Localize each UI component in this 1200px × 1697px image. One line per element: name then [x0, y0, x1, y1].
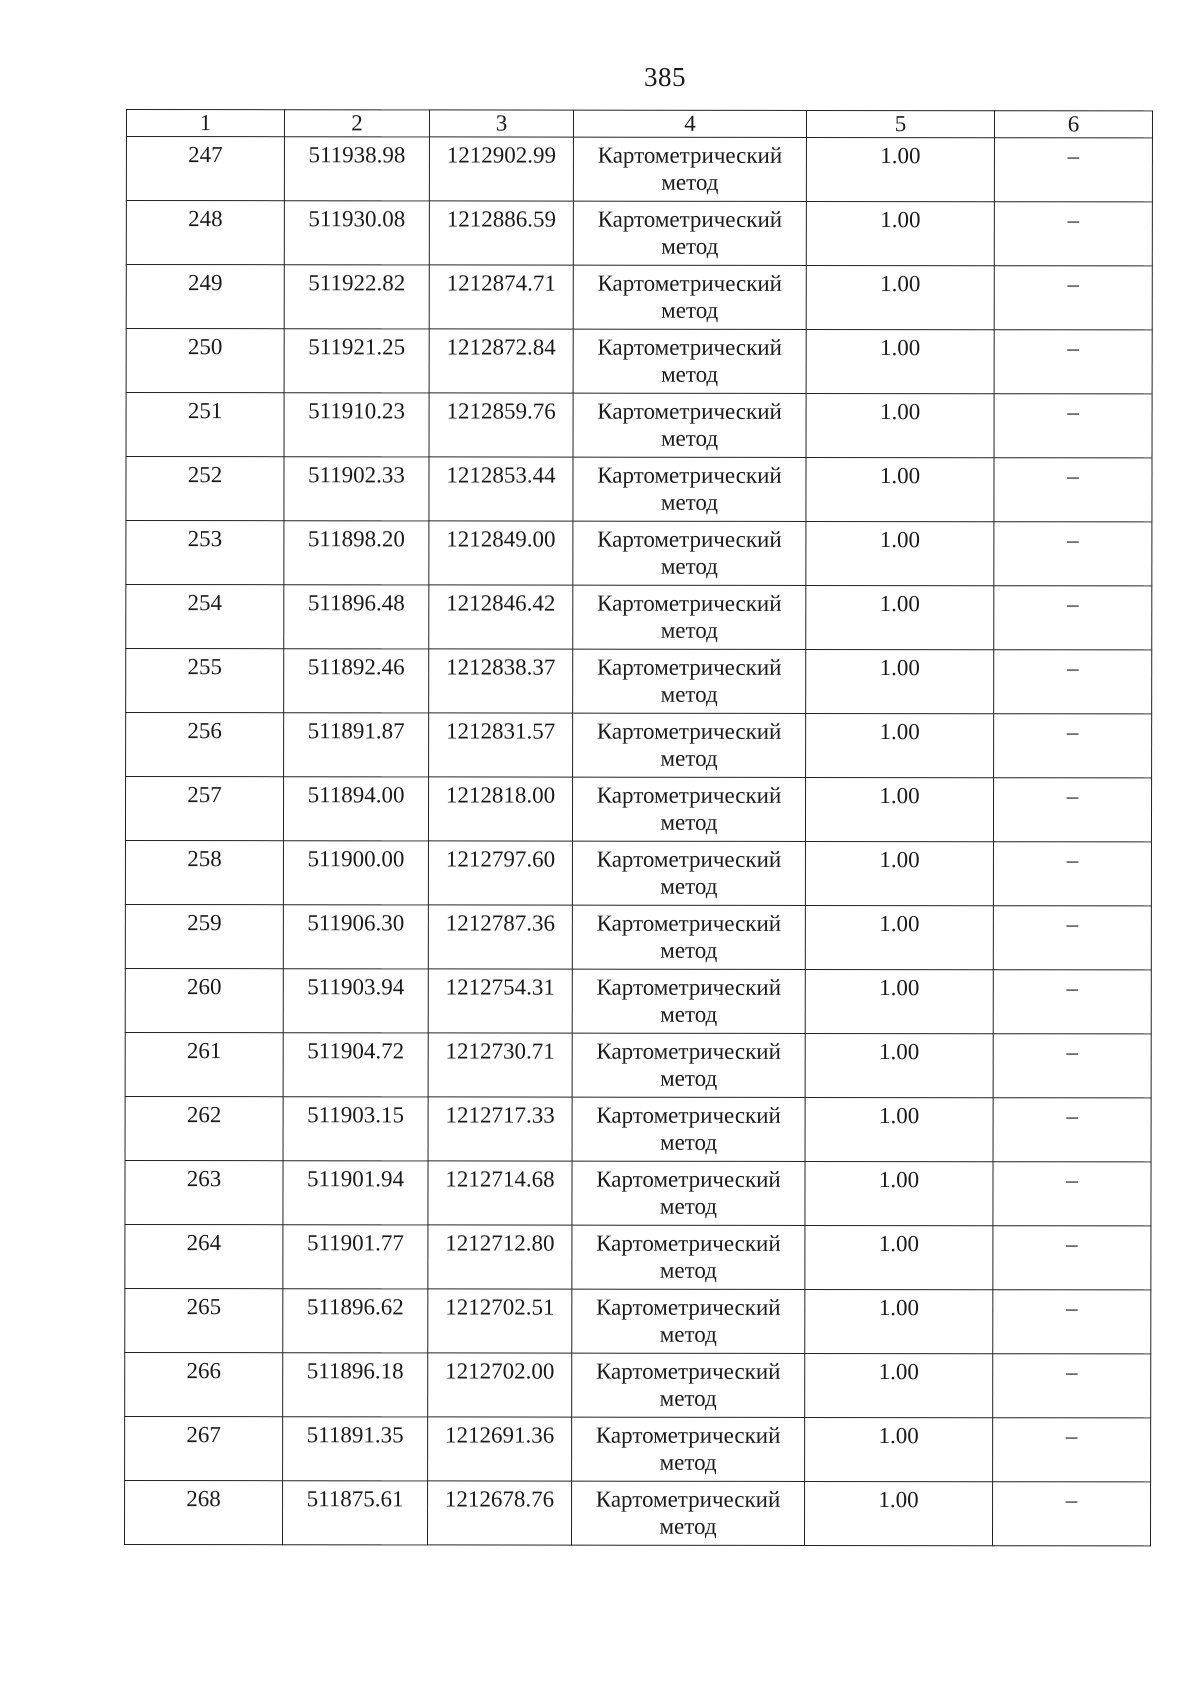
y-coordinate-cell: 1212902.99 [429, 137, 573, 201]
table-row [125, 1096, 1151, 1161]
x-coordinate-cell: 511896.62 [283, 1289, 428, 1353]
note-cell: – [994, 394, 1152, 458]
note-cell: – [993, 1162, 1151, 1226]
y-coordinate-cell: 1212818.00 [428, 777, 572, 841]
table-row [125, 904, 1151, 969]
point-number-cell: 263 [125, 1160, 283, 1224]
accuracy-cell: 1.00 [806, 329, 994, 393]
note-cell: – [994, 714, 1152, 778]
y-coordinate-cell: 1212831.57 [429, 713, 573, 777]
y-coordinate-cell: 1212787.36 [428, 905, 572, 969]
table-row [125, 1224, 1151, 1289]
x-coordinate-cell: 511891.35 [283, 1417, 428, 1481]
y-coordinate-cell: 1212730.71 [428, 1033, 572, 1097]
point-number-cell: 247 [126, 137, 284, 201]
method-cell: Картометрический метод [573, 521, 806, 585]
column-header-6: 6 [994, 111, 1152, 138]
point-number-cell: 251 [126, 393, 284, 457]
method-cell: Картометрический метод [573, 457, 806, 521]
x-coordinate-cell: 511892.46 [284, 649, 429, 713]
method-cell: Картометрический метод [573, 585, 806, 649]
point-number-cell: 249 [126, 265, 284, 329]
method-cell: Картометрический метод [573, 713, 806, 777]
x-coordinate-cell: 511896.48 [284, 585, 429, 649]
table-row [126, 265, 1152, 330]
x-coordinate-cell: 511938.98 [284, 137, 429, 201]
table-row [125, 968, 1151, 1033]
y-coordinate-cell: 1212754.31 [428, 969, 572, 1033]
note-cell: – [994, 650, 1152, 714]
accuracy-cell: 1.00 [806, 393, 994, 457]
method-cell: Картометрический метод [572, 969, 805, 1033]
note-cell: – [992, 1482, 1150, 1546]
accuracy-cell: 1.00 [806, 457, 994, 521]
table-row [125, 1160, 1151, 1225]
method-cell: Картометрический метод [573, 649, 806, 713]
table-row [126, 329, 1152, 394]
accuracy-cell: 1.00 [806, 201, 994, 265]
method-cell: Картометрический метод [573, 137, 806, 201]
point-number-cell: 254 [126, 585, 284, 649]
y-coordinate-cell: 1212886.59 [429, 201, 573, 265]
point-number-cell: 259 [125, 904, 283, 968]
method-cell: Картометрический метод [572, 905, 805, 969]
table-row [126, 201, 1152, 266]
method-cell: Картометрический метод [573, 329, 806, 393]
note-cell: – [993, 906, 1151, 970]
x-coordinate-cell: 511906.30 [283, 905, 428, 969]
table-row [125, 777, 1151, 842]
y-coordinate-cell: 1212714.68 [428, 1161, 572, 1225]
accuracy-cell: 1.00 [805, 777, 993, 841]
x-coordinate-cell: 511904.72 [283, 1033, 428, 1097]
table-row [126, 521, 1152, 586]
method-cell: Картометрический метод [572, 1225, 805, 1289]
y-coordinate-cell: 1212797.60 [428, 841, 572, 905]
accuracy-cell: 1.00 [805, 1097, 993, 1161]
coordinates-table [124, 109, 1153, 1546]
note-cell: – [994, 458, 1152, 522]
table-row [126, 649, 1152, 714]
point-number-cell: 256 [126, 713, 284, 777]
x-coordinate-cell: 511910.23 [284, 393, 429, 457]
x-coordinate-cell: 511902.33 [284, 457, 429, 521]
x-coordinate-cell: 511901.77 [283, 1225, 428, 1289]
y-coordinate-cell: 1212717.33 [428, 1097, 572, 1161]
accuracy-cell: 1.00 [805, 969, 993, 1033]
accuracy-cell: 1.00 [806, 265, 994, 329]
table-row [126, 393, 1152, 458]
point-number-cell: 253 [126, 521, 284, 585]
y-coordinate-cell: 1212874.71 [429, 265, 573, 329]
note-cell: – [993, 1098, 1151, 1162]
x-coordinate-cell: 511875.61 [282, 1481, 427, 1545]
point-number-cell: 267 [125, 1416, 283, 1480]
note-cell: – [993, 842, 1151, 906]
note-cell: – [993, 1354, 1151, 1418]
method-cell: Картометрический метод [572, 777, 805, 841]
x-coordinate-cell: 511930.08 [284, 201, 429, 265]
method-cell: Картометрический метод [573, 265, 806, 329]
method-cell: Картометрический метод [573, 201, 806, 265]
table-row [126, 585, 1152, 650]
point-number-cell: 262 [125, 1096, 283, 1160]
point-number-cell: 266 [125, 1352, 283, 1416]
table-row [125, 1288, 1151, 1353]
method-cell: Картометрический метод [572, 1033, 805, 1097]
accuracy-cell: 1.00 [806, 137, 994, 201]
y-coordinate-cell: 1212853.44 [429, 457, 573, 521]
table-header-row [126, 110, 1152, 138]
note-cell: – [993, 1226, 1151, 1290]
x-coordinate-cell: 511891.87 [284, 713, 429, 777]
method-cell: Картометрический метод [571, 1481, 804, 1545]
column-header-1: 1 [126, 110, 284, 137]
accuracy-cell: 1.00 [805, 1289, 993, 1353]
column-header-4: 4 [573, 110, 806, 137]
x-coordinate-cell: 511922.82 [284, 265, 429, 329]
method-cell: Картометрический метод [572, 1161, 805, 1225]
accuracy-cell: 1.00 [806, 585, 994, 649]
y-coordinate-cell: 1212712.80 [428, 1225, 572, 1289]
x-coordinate-cell: 511901.94 [283, 1161, 428, 1225]
y-coordinate-cell: 1212849.00 [429, 521, 573, 585]
column-header-5: 5 [806, 110, 994, 137]
note-cell: – [994, 266, 1152, 330]
method-cell: Картометрический метод [572, 1353, 805, 1417]
note-cell: – [993, 778, 1151, 842]
method-cell: Картометрический метод [572, 1097, 805, 1161]
table-row [126, 137, 1152, 202]
x-coordinate-cell: 511921.25 [284, 329, 429, 393]
x-coordinate-cell: 511898.20 [284, 521, 429, 585]
y-coordinate-cell: 1212846.42 [429, 585, 573, 649]
x-coordinate-cell: 511900.00 [283, 841, 428, 905]
table-row [126, 457, 1152, 522]
point-number-cell: 265 [125, 1288, 283, 1352]
table-row [125, 1352, 1151, 1417]
point-number-cell: 248 [126, 201, 284, 265]
method-cell: Картометрический метод [572, 1417, 805, 1481]
note-cell: – [993, 1034, 1151, 1098]
method-cell: Картометрический метод [573, 393, 806, 457]
y-coordinate-cell: 1212702.51 [428, 1289, 572, 1353]
x-coordinate-cell: 511903.94 [283, 969, 428, 1033]
column-header-2: 2 [284, 110, 429, 137]
column-header-3: 3 [429, 110, 573, 137]
y-coordinate-cell: 1212702.00 [428, 1353, 572, 1417]
method-cell: Картометрический метод [572, 841, 805, 905]
point-number-cell: 261 [125, 1032, 283, 1096]
point-number-cell: 250 [126, 329, 284, 393]
x-coordinate-cell: 511896.18 [283, 1353, 428, 1417]
accuracy-cell: 1.00 [805, 1417, 993, 1481]
table-row [125, 1416, 1151, 1481]
page-number: 385 [644, 62, 686, 92]
table-row [126, 713, 1152, 778]
table-row [125, 1032, 1151, 1097]
accuracy-cell: 1.00 [806, 521, 994, 585]
note-cell: – [993, 1418, 1151, 1482]
accuracy-cell: 1.00 [805, 1033, 993, 1097]
note-cell: – [994, 138, 1152, 202]
note-cell: – [994, 330, 1152, 394]
table-row [125, 841, 1151, 906]
accuracy-cell: 1.00 [805, 1161, 993, 1225]
point-number-cell: 257 [125, 777, 283, 841]
accuracy-cell: 1.00 [805, 1225, 993, 1289]
method-cell: Картометрический метод [572, 1289, 805, 1353]
y-coordinate-cell: 1212678.76 [427, 1481, 571, 1545]
accuracy-cell: 1.00 [805, 841, 993, 905]
y-coordinate-cell: 1212838.37 [429, 649, 573, 713]
table-row [124, 1480, 1150, 1545]
accuracy-cell: 1.00 [804, 1481, 992, 1545]
note-cell: – [994, 522, 1152, 586]
point-number-cell: 260 [125, 968, 283, 1032]
accuracy-cell: 1.00 [806, 649, 994, 713]
point-number-cell: 264 [125, 1224, 283, 1288]
x-coordinate-cell: 511903.15 [283, 1097, 428, 1161]
note-cell: – [994, 586, 1152, 650]
y-coordinate-cell: 1212872.84 [429, 329, 573, 393]
x-coordinate-cell: 511894.00 [283, 777, 428, 841]
point-number-cell: 255 [126, 649, 284, 713]
accuracy-cell: 1.00 [805, 1353, 993, 1417]
y-coordinate-cell: 1212859.76 [429, 393, 573, 457]
note-cell: – [994, 202, 1152, 266]
y-coordinate-cell: 1212691.36 [428, 1417, 572, 1481]
accuracy-cell: 1.00 [806, 713, 994, 777]
table-body [124, 137, 1152, 1546]
point-number-cell: 258 [125, 841, 283, 905]
note-cell: – [993, 970, 1151, 1034]
note-cell: – [993, 1290, 1151, 1354]
point-number-cell: 252 [126, 457, 284, 521]
point-number-cell: 268 [124, 1480, 282, 1544]
accuracy-cell: 1.00 [805, 905, 993, 969]
